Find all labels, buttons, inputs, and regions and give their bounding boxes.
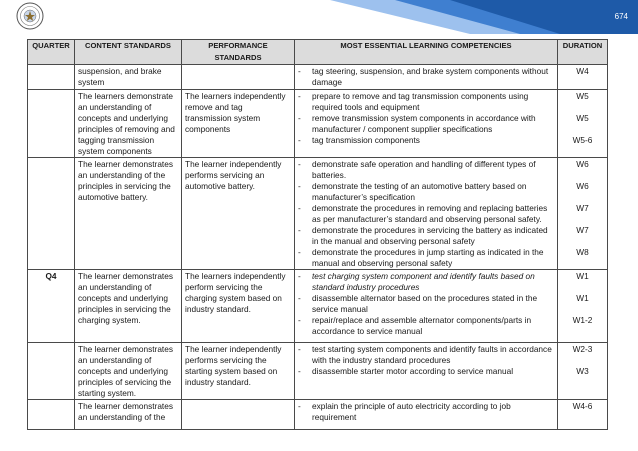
content-standard-cell: The learner demonstrates an understanding of the bbox=[75, 400, 182, 430]
dash-bullet-icon: - bbox=[298, 315, 301, 325]
competency-text: demonstrate safe operation and handling of different types of batteries. bbox=[312, 159, 536, 180]
dash-bullet-icon: - bbox=[298, 203, 301, 213]
competency-text: tag transmission components bbox=[312, 135, 420, 145]
performance-standard-cell: The learner independently performs servicing the starting system based on industry standard. bbox=[182, 343, 295, 400]
performance-standard-cell: The learners independently remove and tag transmission system components bbox=[182, 90, 295, 158]
competency-item bbox=[298, 344, 554, 366]
dash-bullet-icon: - bbox=[298, 135, 301, 145]
content-standard-cell: The learner demonstrates an understanding of the principles in servicing the automotive battery. bbox=[75, 158, 182, 270]
content-standard-cell: The learner demonstrates an understanding of concepts and underlying principles of servicing the starting system. bbox=[75, 343, 182, 400]
competency-item bbox=[298, 293, 554, 315]
dash-bullet-icon: - bbox=[298, 401, 301, 411]
column-header-performance-standards: PERFORMANCE STANDARDS bbox=[182, 40, 295, 65]
table-row bbox=[28, 158, 608, 270]
header-wave-graphic bbox=[0, 0, 638, 34]
dash-bullet-icon: - bbox=[298, 91, 301, 101]
competencies-cell bbox=[295, 270, 558, 343]
page-number: 674 bbox=[614, 12, 628, 21]
dash-bullet-icon: - bbox=[298, 366, 301, 376]
competency-item bbox=[298, 315, 554, 337]
table-row bbox=[28, 270, 608, 343]
column-header-competencies: MOST ESSENTIAL LEARNING COMPETENCIES bbox=[295, 40, 558, 65]
table-row bbox=[28, 400, 608, 430]
competencies-cell bbox=[295, 158, 558, 270]
competency-text: tag steering, suspension, and brake system components without damage bbox=[312, 66, 549, 87]
quarter-cell bbox=[28, 400, 75, 430]
competencies-cell bbox=[295, 90, 558, 158]
table-row bbox=[28, 343, 608, 400]
competency-item bbox=[298, 366, 554, 388]
duration-value: W3 bbox=[576, 366, 589, 376]
competency-item bbox=[298, 113, 554, 135]
dash-bullet-icon: - bbox=[298, 113, 301, 123]
page-header-band bbox=[0, 0, 638, 34]
competency-text: remove transmission system components in accordance with manufacturer / component supplier specifications bbox=[312, 113, 536, 134]
column-header-quarter: QUARTER bbox=[28, 40, 75, 65]
content-standard-cell: The learners demonstrate an understanding of concepts and underlying principles of removing and tagging transmission system components bbox=[75, 90, 182, 158]
competencies-cell bbox=[295, 400, 558, 430]
dash-bullet-icon: - bbox=[298, 159, 301, 169]
performance-standard-cell: The learners independently perform servicing the charging system based on industry standard. bbox=[182, 270, 295, 343]
duration-value: W7 bbox=[576, 225, 589, 235]
duration-value: W2-3 bbox=[572, 344, 593, 354]
competency-item bbox=[298, 271, 554, 293]
quarter-cell bbox=[28, 90, 75, 158]
competency-item bbox=[298, 91, 554, 113]
competencies-cell bbox=[295, 65, 558, 90]
dash-bullet-icon: - bbox=[298, 247, 301, 257]
column-header-content-standards: CONTENT STANDARDS bbox=[75, 40, 182, 65]
duration-value: W4 bbox=[576, 66, 589, 76]
performance-standard-cell: The learner independently performs servicing an automotive battery. bbox=[182, 158, 295, 270]
competency-item bbox=[298, 181, 554, 203]
competency-table bbox=[27, 39, 608, 430]
competency-text: disassemble alternator based on the procedures stated in the service manual bbox=[312, 293, 538, 314]
duration-value: W1-2 bbox=[572, 315, 593, 325]
duration-value: W8 bbox=[576, 247, 589, 257]
dash-bullet-icon: - bbox=[298, 293, 301, 303]
performance-standard-cell bbox=[182, 65, 295, 90]
duration-cell bbox=[558, 65, 608, 90]
content-standard-cell: The learner demonstrates an understanding of concepts and underlying principles in servicing the charging system. bbox=[75, 270, 182, 343]
quarter-cell bbox=[28, 65, 75, 90]
duration-value: W5-6 bbox=[572, 135, 593, 145]
competency-text: test starting system components and identify faults in accordance with the industry standard procedures bbox=[312, 344, 552, 365]
competency-item bbox=[298, 247, 554, 269]
dash-bullet-icon: - bbox=[298, 225, 301, 235]
competency-text: demonstrate the procedures in servicing the battery as indicated in the manual and observing personal safety bbox=[312, 225, 548, 246]
competency-item bbox=[298, 401, 554, 423]
duration-value: W1 bbox=[576, 271, 589, 281]
competency-item bbox=[298, 135, 554, 157]
duration-value: W6 bbox=[576, 159, 589, 169]
dash-bullet-icon: - bbox=[298, 181, 301, 191]
duration-value: W5 bbox=[576, 113, 589, 123]
competency-text: demonstrate the procedures in jump starting as indicated in the manual and observing personal safety bbox=[312, 247, 544, 268]
competency-text: test charging system component and identify faults based on standard industry procedures bbox=[312, 271, 535, 292]
duration-cell bbox=[558, 158, 608, 270]
duration-cell bbox=[558, 400, 608, 430]
deped-seal-icon bbox=[16, 2, 44, 30]
competency-text: repair/replace and assemble alternator components/parts in accordance to service manual bbox=[312, 315, 532, 336]
competency-text: demonstrate the procedures in removing and replacing batteries as per manufacturer’s standard and observing personal safety. bbox=[312, 203, 548, 224]
content-standard-cell: suspension, and brake system bbox=[75, 65, 182, 90]
table-header-row bbox=[28, 40, 608, 65]
competency-item bbox=[298, 159, 554, 181]
duration-value: W7 bbox=[576, 203, 589, 213]
duration-value: W6 bbox=[576, 181, 589, 191]
competency-text: disassemble starter motor according to service manual bbox=[312, 366, 514, 376]
duration-cell bbox=[558, 270, 608, 343]
table-row bbox=[28, 90, 608, 158]
quarter-cell bbox=[28, 343, 75, 400]
duration-cell bbox=[558, 343, 608, 400]
duration-value: W1 bbox=[576, 293, 589, 303]
dash-bullet-icon: - bbox=[298, 66, 301, 76]
competency-text: prepare to remove and tag transmission components using required tools and equipment bbox=[312, 91, 529, 112]
competency-text: demonstrate the testing of an automotive battery based on manufacturer’s specification bbox=[312, 181, 527, 202]
column-header-duration: DURATION bbox=[558, 40, 608, 65]
performance-standard-cell bbox=[182, 400, 295, 430]
competency-item bbox=[298, 203, 554, 225]
dash-bullet-icon: - bbox=[298, 344, 301, 354]
duration-value: W5 bbox=[576, 91, 589, 101]
quarter-cell: Q4 bbox=[28, 270, 75, 343]
dash-bullet-icon: - bbox=[298, 271, 301, 281]
duration-cell bbox=[558, 90, 608, 158]
competency-text: explain the principle of auto electricity according to job requirement bbox=[312, 401, 511, 422]
quarter-cell bbox=[28, 158, 75, 270]
competencies-cell bbox=[295, 343, 558, 400]
competency-item bbox=[298, 225, 554, 247]
table-row bbox=[28, 65, 608, 90]
competency-item bbox=[298, 66, 554, 88]
duration-value: W4-6 bbox=[572, 401, 593, 411]
